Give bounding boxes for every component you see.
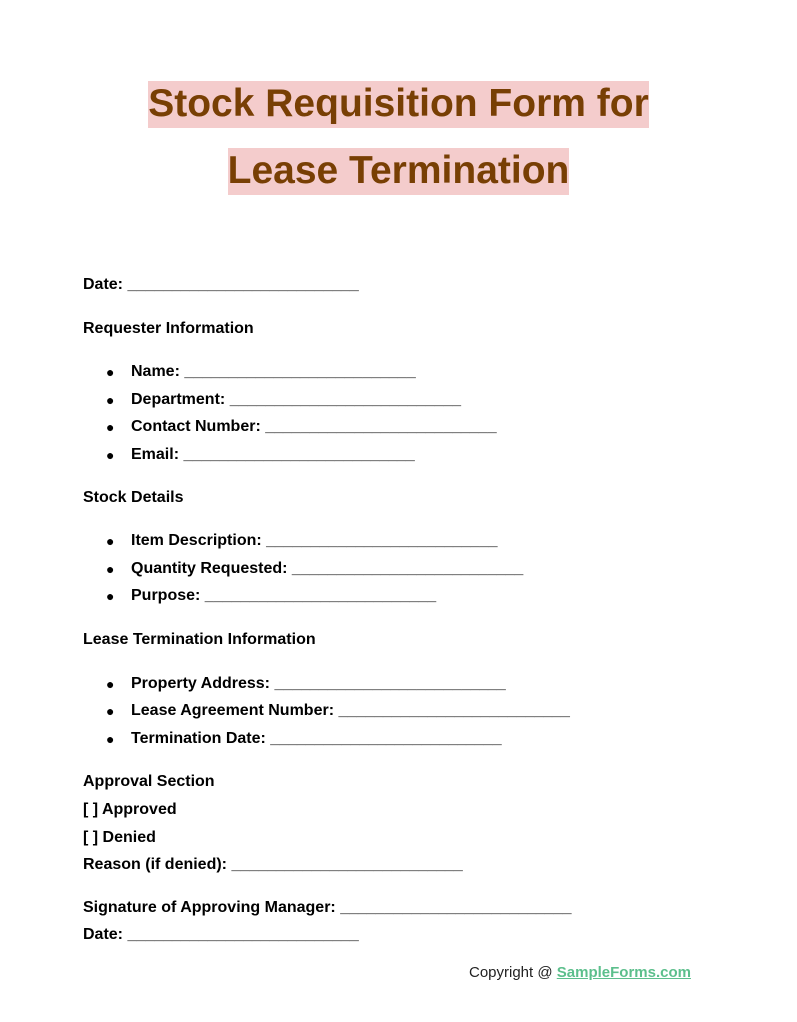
signature-field[interactable]: Signature of Approving Manager: __________________________ — [83, 899, 572, 916]
name-field[interactable]: Name: __________________________ — [131, 363, 416, 380]
form-title-line2: Lease Termination — [0, 149, 797, 193]
bullet-icon: ● — [106, 419, 115, 435]
bullet-icon: ● — [106, 392, 115, 408]
property-address-field[interactable]: Property Address: __________________________ — [131, 675, 506, 692]
lease-agreement-number-field[interactable]: Lease Agreement Number: __________________________ — [131, 702, 570, 719]
termination-date-field[interactable]: Termination Date: __________________________ — [131, 730, 502, 747]
email-field[interactable]: Email: __________________________ — [131, 446, 415, 463]
stock-heading: Stock Details — [83, 489, 184, 506]
quantity-field[interactable]: Quantity Requested: __________________________ — [131, 560, 524, 577]
bullet-icon: ● — [106, 703, 115, 719]
bullet-icon: ● — [106, 676, 115, 692]
copyright: Copyright @ SampleForms.com — [469, 964, 691, 981]
purpose-field[interactable]: Purpose: __________________________ — [131, 587, 437, 604]
bullet-icon: ● — [106, 364, 115, 380]
bullet-icon: ● — [106, 447, 115, 463]
signature-date-field[interactable]: Date: __________________________ — [83, 926, 359, 943]
form-title-line1: Stock Requisition Form for — [0, 82, 797, 126]
sampleforms-link[interactable]: SampleForms.com — [556, 964, 691, 981]
date-field[interactable]: Date: __________________________ — [83, 276, 359, 293]
department-field[interactable]: Department: __________________________ — [131, 391, 462, 408]
requester-heading: Requester Information — [83, 320, 254, 337]
bullet-icon: ● — [106, 588, 115, 604]
bullet-icon: ● — [106, 731, 115, 747]
approved-checkbox[interactable]: [ ] Approved — [83, 801, 177, 818]
bullet-icon: ● — [106, 533, 115, 549]
reason-field[interactable]: Reason (if denied): __________________________ — [83, 856, 463, 873]
contact-number-field[interactable]: Contact Number: __________________________ — [131, 418, 497, 435]
item-description-field[interactable]: Item Description: __________________________ — [131, 532, 498, 549]
bullet-icon: ● — [106, 561, 115, 577]
denied-checkbox[interactable]: [ ] Denied — [83, 829, 156, 846]
approval-heading: Approval Section — [83, 773, 215, 790]
lease-heading: Lease Termination Information — [83, 631, 316, 648]
